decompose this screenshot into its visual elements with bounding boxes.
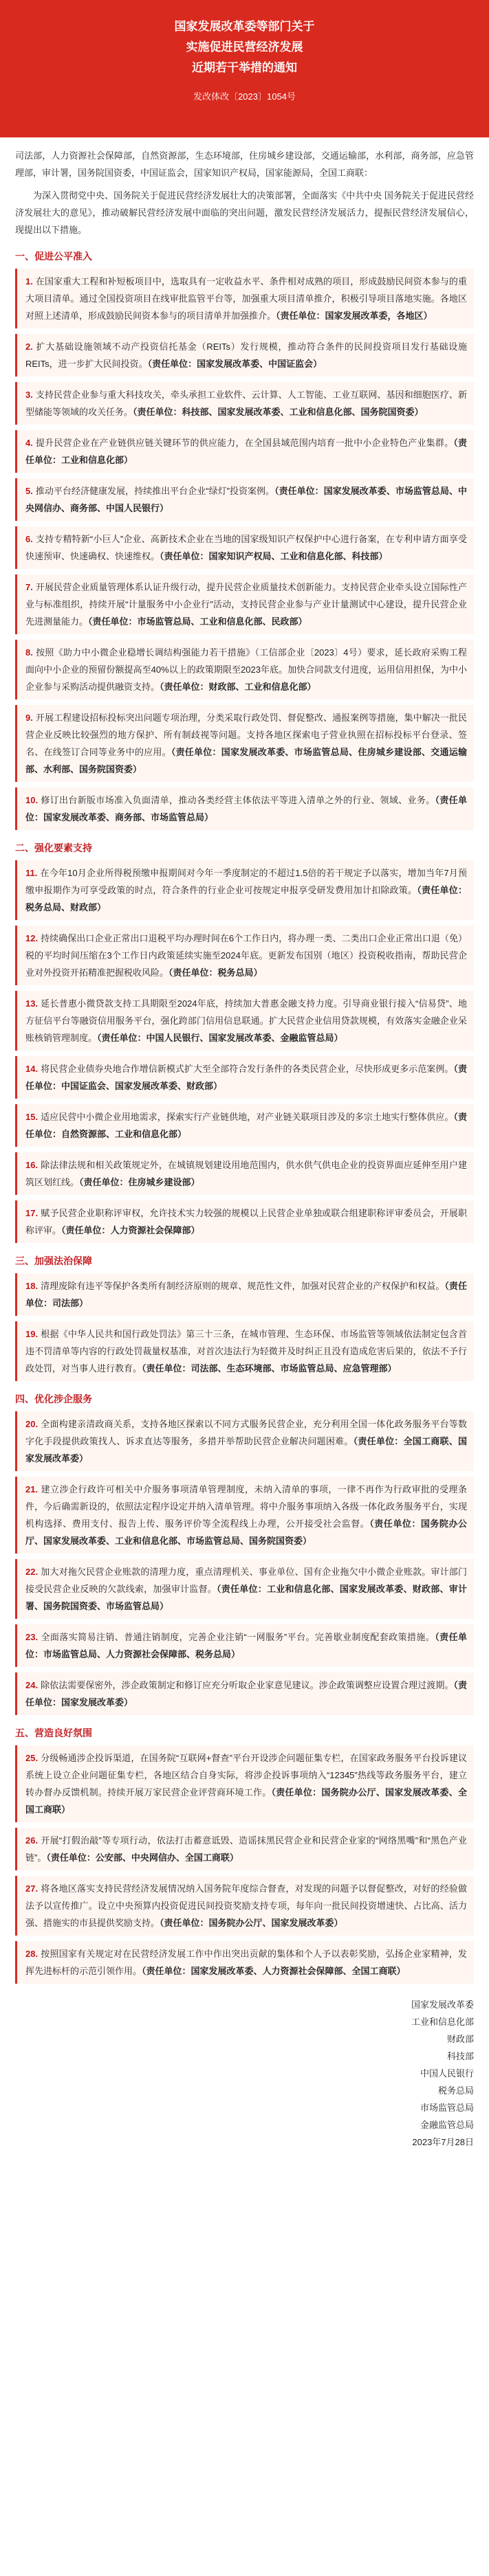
responsible-units: （责任单位：国家发展改革委，各地区） xyxy=(276,311,433,321)
measure-number: 9. xyxy=(25,713,33,723)
responsible-units: （责任单位：中国证监会、国家发展改革委、财政部） xyxy=(25,1064,467,1091)
responsible-units: （责任单位：国务院办公厅、国家发展改革委、工业和信息化部、市场监管总局、国务院国资委） xyxy=(25,1519,467,1546)
measure-text: 按照《助力中小微企业稳增长调结构强能力若干措施》（工信部企业〔2023〕4号）要求，延长政府采购工程面向中小企业的预留份额提高至40%以上的政策期限至2023年底。加快合同款支付进度，运用信用担保，为中小企业参与采购活动提供融资支持。 xyxy=(25,647,467,692)
measure-text: 建立涉企行政许可相关中介服务事项清单管理制度，未纳入清单的事项，一律不再作为行政审批的受理条件，今后确需新设的，依照法定程序设定并纳入清单管理。将中介服务事项纳入各级一体化政务服务平台，实现机构选择、费用支付、报告上传、服务评价等全流程线上办理，公开接受社会监督。 xyxy=(25,1484,467,1529)
section-heading: 一、促进公平准入 xyxy=(15,251,92,262)
signer-name: 税务总局 xyxy=(437,2085,474,2096)
notice-title-line-3: 近期若干举措的通知 xyxy=(192,61,297,74)
measure-text: 在国家重大工程和补短板项目中，选取具有一定收益水平、条件相对成熟的项目，形成鼓励民间资本参与的重大项目清单。通过全国投资项目在线审批监管平台等，加强重大项目清单推介，积极引导项目落地实施。各地区对照上述清单，形成鼓励民间资本参与的项目清单并加强推介。 xyxy=(25,276,467,321)
measure-text: 除依法需要保密外，涉企政策制定和修订应充分听取企业家意见建议。涉企政策调整应设置合理过渡期。 xyxy=(41,1680,454,1690)
responsible-units: （责任单位：国家发展改革委） xyxy=(25,1680,467,1707)
measure-text: 除法律法规和相关政策规定外，在城镇规划建设用地范围内，供水供气供电企业的投资界面应延伸至用户建筑区划红线。 xyxy=(25,1160,467,1187)
measure-text: 开展民营企业质量管理体系认证升级行动，提升民营企业质量技术创新能力。支持民营企业牵头设立国际性产业与标准组织，持续开展“计量服务中小企业行”活动，支持民营企业参与产业计量测试中心建设，提升民营企业先进测量能力。 xyxy=(25,582,467,627)
signer-name: 金融监管总局 xyxy=(420,2120,474,2130)
measure-text: 推动平台经济健康发展，持续推出平台企业“绿灯”投资案例。 xyxy=(35,486,275,496)
measure-number: 18. xyxy=(25,1281,39,1291)
measure-number: 25. xyxy=(25,1753,39,1763)
header-banner xyxy=(0,0,489,137)
measure-text: 持续确保出口企业正常出口退税平均办理时间在6个工作日内，将办理一类、二类出口企业正常出口退（免）税的平均时间压缩在3个工作日内政策延续实施至2024年底。更新发布国别（地区）投资税收指南，帮助民营企业对外投资开拓精准把握税收风险。 xyxy=(25,933,467,978)
measure-number: 17. xyxy=(25,1208,39,1218)
measure-text: 开展工程建设招标投标突出问题专项治理，分类采取行政处罚、督促整改、通报案例等措施，集中解决一批民营企业反映比较强烈的地方保护、所有制歧视等问题。支持各地区探索电子营业执照在招标投标平台登录、签名、在线签订合同等业务中的应用。 xyxy=(25,713,467,757)
responsible-units: （责任单位：司法部、生态环境部、市场监管总局、应急管理部） xyxy=(142,1363,397,1374)
measure-item xyxy=(15,1624,474,1667)
signer-name: 工业和信息化部 xyxy=(411,2017,474,2027)
measure-number: 21. xyxy=(25,1484,39,1494)
responsible-units: （责任单位：国家知识产权局、工业和信息化部、科技部） xyxy=(160,551,388,561)
responsible-units: （责任单位：中国人民银行、国家发展改革委、金融监管总局） xyxy=(97,1033,343,1043)
responsible-units: （责任单位：国家发展改革委、市场监管总局、中央网信办、商务部、中国人民银行） xyxy=(25,486,467,513)
measure-text: 按照国家有关规定对在民营经济发展工作中作出突出贡献的集体和个人予以表彰奖励，弘扬企业家精神，发挥先进标杆的示范引领作用。 xyxy=(25,1949,467,1976)
responsible-units: （责任单位：国家发展改革委、人力资源社会保障部、全国工商联） xyxy=(142,1966,406,1976)
measure-text: 清理废除有违平等保护各类所有制经济原则的规章、规范性文件，加强对民营企业的产权保护和权益。 xyxy=(41,1281,445,1291)
measure-item xyxy=(15,269,474,328)
signer-name: 科技部 xyxy=(446,2051,474,2061)
measure-text: 提升民营企业在产业链供应链关键环节的供应能力，在全国县域范围内培育一批中小企业特色产业集群。 xyxy=(35,438,454,448)
measure-item xyxy=(15,1941,474,1984)
measure-item xyxy=(15,860,474,920)
measure-item xyxy=(15,1828,474,1870)
measure-text: 适应民营中小微企业用地需求，探索实行产业链供地，对产业链关联项目涉及的多宗土地实行整体供应。 xyxy=(41,1112,454,1122)
measure-number: 12. xyxy=(25,933,39,943)
measure-number: 7. xyxy=(25,582,33,592)
responsible-units: （责任单位：人力资源社会保障部） xyxy=(61,1225,200,1235)
notice-title-line-2: 实施促进民营经济发展 xyxy=(186,41,303,54)
measure-number: 11. xyxy=(25,868,38,878)
measure-item xyxy=(15,1321,474,1381)
measure-item xyxy=(15,640,474,699)
measure-number: 8. xyxy=(25,647,33,658)
measure-text: 开展“打假治敲”等专项行动，依法打击蓄意诋毁、造谣抹黑民营企业和民营企业家的“网络黑嘴”和“黑色产业链”。 xyxy=(25,1835,467,1863)
responsible-units: （责任单位：国家发展改革委、中国证监会） xyxy=(147,359,323,369)
responsible-units: （责任单位：财政部、工业和信息化部） xyxy=(160,682,316,692)
measure-number: 28. xyxy=(25,1949,39,1959)
measure-number: 26. xyxy=(25,1835,39,1846)
measure-item xyxy=(15,526,474,569)
measure-number: 15. xyxy=(25,1112,39,1122)
measure-item xyxy=(15,334,474,377)
measure-item xyxy=(15,478,474,521)
doc-number: 发改体改〔2023〕1054号 xyxy=(193,91,296,102)
responsible-units: （责任单位：市场监管总局、人力资源社会保障部、税务总局） xyxy=(25,1632,467,1659)
responsible-units: （责任单位：公安部、中央网信办、全国工商联） xyxy=(46,1852,239,1863)
signer-name: 财政部 xyxy=(446,2034,474,2044)
measure-number: 22. xyxy=(25,1567,39,1577)
measure-number: 19. xyxy=(25,1329,39,1339)
measure-item xyxy=(15,1477,474,1554)
measure-item xyxy=(15,1745,474,1822)
section-heading: 二、强化要素支持 xyxy=(15,842,92,853)
signer-name: 国家发展改革委 xyxy=(411,2000,474,2010)
measure-number: 1. xyxy=(25,276,33,287)
responsible-units: （责任单位：税务总局、财政部） xyxy=(25,885,467,912)
measure-number: 2. xyxy=(25,341,33,352)
measure-item xyxy=(15,1672,474,1715)
measure-number: 13. xyxy=(25,998,39,1009)
measure-text: 分级畅通涉企投诉渠道，在国务院“互联网+督查”平台开设涉企问题征集专栏，在国家政务服务平台投诉建议系统上设立企业问题征集专栏，各地区结合自身实际，将涉企投诉事项纳入“12345”热线等政务服务平台，建立转办督办反馈机制。持续开展万家民营企业评营商环境工作。 xyxy=(25,1753,467,1797)
measure-text: 支持专精特新“小巨人”企业、高新技术企业在当地的国家级知识产权保护中心进行备案，在专利申请方面享受快速预审、快速确权、快速维权。 xyxy=(25,534,467,561)
notice-body xyxy=(0,137,489,2151)
measure-text: 修订出台新版市场准入负面清单，推动各类经营主体依法平等进入清单之外的行业、领域、业务。 xyxy=(41,795,435,805)
signer-name: 中国人民银行 xyxy=(420,2068,474,2079)
measure-text: 根据《中华人民共和国行政处罚法》第三十三条，在城市管理、生态环保、市场监管等领域依法制定包含首违不罚清单等内容的行政处罚裁量权基准，对首次违法行为轻微并及时纠正且没有造成危害后果的，依法不予行政处罚，对当事人进行教育。 xyxy=(25,1329,467,1374)
responsible-units: （责任单位：国务院办公厅、国家发展改革委、全国工商联） xyxy=(25,1787,467,1815)
measure-item xyxy=(15,430,474,473)
measure-text: 赋予民营企业职称评审权，允许技术实力较强的规模以上民营企业单独或联合组建职称评审委员会，开展职称评审。 xyxy=(25,1208,467,1235)
measure-text: 将民营企业债券央地合作增信新模式扩大至全部符合发行条件的各类民营企业，尽快形成更多示范案例。 xyxy=(41,1064,454,1074)
measure-item xyxy=(15,991,474,1051)
measure-text: 延长普惠小微贷款支持工具期限至2024年底，持续加大普惠金融支持力度。引导商业银行接入“信易贷”、地方征信平台等融资信用服务平台，强化跨部门信用信息联通。扩大民营企业信用贷款规模，有效落实金融企业呆账核销管理制度。 xyxy=(25,998,467,1043)
measure-item xyxy=(15,787,474,830)
measure-item xyxy=(15,1056,474,1099)
measure-item xyxy=(15,382,474,425)
measure-item xyxy=(15,1876,474,1936)
responsible-units: （责任单位：国务院办公厅、国家发展改革委） xyxy=(160,1918,343,1928)
section-heading: 四、优化涉企服务 xyxy=(15,1393,92,1404)
measure-text: 扩大基础设施领域不动产投资信托基金（REITs）发行规模，推动符合条件的民间投资项目发行基础设施REITs，进一步扩大民间投资。 xyxy=(25,341,467,369)
measure-number: 10. xyxy=(25,795,39,805)
section-heading: 三、加强法治保障 xyxy=(15,1255,92,1266)
measure-item xyxy=(15,926,474,985)
measure-text: 加大对拖欠民营企业账款的清理力度，重点清理机关、事业单位、国有企业拖欠中小微企业账款。审计部门接受民营企业反映的欠款线索，加强审计监督。 xyxy=(25,1567,467,1594)
signers-block xyxy=(15,1996,474,2151)
measure-number: 14. xyxy=(25,1064,39,1074)
measure-text: 全面落实简易注销、普通注销制度，完善企业注销“一网服务”平台。完善歇业制度配套政策措施。 xyxy=(41,1632,435,1642)
measure-item xyxy=(15,1200,474,1243)
measure-number: 23. xyxy=(25,1632,39,1642)
notice-title-line-1: 国家发展改革委等部门关于 xyxy=(174,20,315,33)
intro-paragraph: 为深入贯彻党中央、国务院关于促进民营经济发展壮大的决策部署，全面落实《中共中央 国务院关于促进民营经济发展壮大的意见》，推动破解民营经济发展中面临的突出问题，激发民营经济发展活力，提振民营经济发展信心，现提出以下措施。 xyxy=(15,190,474,235)
measure-number: 16. xyxy=(25,1160,39,1170)
measure-number: 3. xyxy=(25,390,33,400)
measure-item xyxy=(15,574,474,634)
measure-text: 全面构建亲清政商关系，支持各地区探索以不同方式服务民营企业，充分利用全国一体化政务服务平台等数字化手段提供政策找人、诉求直达等服务，多措并举帮助民营企业解决问题困难。 xyxy=(25,1419,467,1446)
responsible-units: （责任单位：国家发展改革委、商务部、市场监管总局） xyxy=(25,795,467,822)
responsible-units: （责任单位：全国工商联、国家发展改革委） xyxy=(25,1436,467,1464)
responsible-units: （责任单位：国家发展改革委、市场监管总局、住房城乡建设部、交通运输部、水利部、国务院国资委） xyxy=(25,747,467,774)
sections-container xyxy=(15,249,474,1984)
measure-number: 27. xyxy=(25,1883,39,1894)
section-heading: 五、营造良好氛围 xyxy=(15,1727,92,1738)
recipients: 司法部，人力资源社会保障部，自然资源部，生态环境部，住房城乡建设部，交通运输部，水利部，商务部，应急管理部，审计署，国务院国资委，中国证监会，国家知识产权局，国家能源局，全国工商联： xyxy=(15,150,474,178)
measure-number: 6. xyxy=(25,534,33,544)
measure-number: 5. xyxy=(25,486,33,496)
responsible-units: （责任单位：税务总局） xyxy=(169,967,263,978)
issue-date: 2023年7月28日 xyxy=(412,2137,474,2147)
responsible-units: （责任单位：科技部、国家发展改革委、工业和信息化部、国务院国资委） xyxy=(133,407,424,417)
signer-name: 市场监管总局 xyxy=(420,2103,474,2113)
responsible-units: （责任单位：工业和信息化部、国家发展改革委、财政部、审计署、国务院国资委、市场监管总局） xyxy=(25,1584,467,1611)
measure-text: 将各地区落实支持民营经济发展情况纳入国务院年度综合督查，对发现的问题予以督促整改，对好的经验做法予以宣传推广。设立中央预算内投资促进民间投资奖励支持专项，每年向一批民间投资增速快、占比高、活力强、措施实的市县提供奖励支持。 xyxy=(25,1883,467,1928)
measure-item xyxy=(15,705,474,782)
responsible-units: （责任单位：司法部） xyxy=(25,1281,467,1308)
responsible-units: （责任单位：市场监管总局、工业和信息化部、民政部） xyxy=(88,616,307,627)
measure-number: 24. xyxy=(25,1680,39,1690)
measure-item xyxy=(15,1152,474,1195)
measure-item xyxy=(15,1559,474,1619)
responsible-units: （责任单位：自然资源部、工业和信息化部） xyxy=(25,1112,467,1139)
measure-number: 20. xyxy=(25,1419,39,1429)
measure-text: 支持民营企业参与重大科技攻关，牵头承担工业软件、云计算、人工智能、工业互联网、基因和细胞医疗、新型储能等领域的攻关任务。 xyxy=(25,390,467,417)
measure-item xyxy=(15,1411,474,1471)
responsible-units: （责任单位：住房城乡建设部） xyxy=(79,1177,200,1187)
measure-item xyxy=(15,1104,474,1147)
measure-text: 在今年10月企业所得税预缴申报期间对今年一季度制定的不超过1.5倍的若干规定予以落实，增加当年7月预缴申报期作为可享受政策的时点，符合条件的行业企业可按规定申报享受研发费用加计扣除政策。 xyxy=(25,868,467,895)
measure-number: 4. xyxy=(25,438,33,448)
responsible-units: （责任单位：工业和信息化部） xyxy=(25,438,467,465)
measure-item xyxy=(15,1273,474,1316)
